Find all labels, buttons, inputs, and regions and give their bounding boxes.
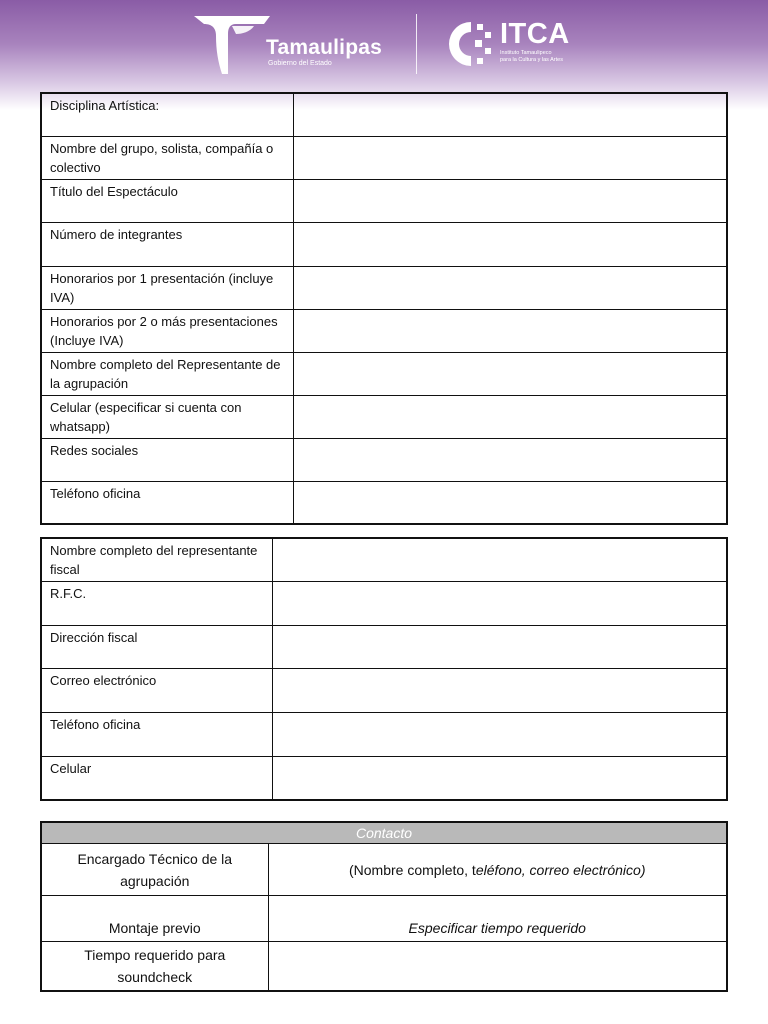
field-input[interactable] <box>293 438 727 481</box>
table-row <box>41 438 727 481</box>
table-row <box>41 713 727 757</box>
field-label: Teléfono oficina <box>41 481 293 524</box>
logo-divider <box>416 14 417 74</box>
table-row <box>41 93 727 136</box>
gov-name: Tamaulipas <box>266 36 382 59</box>
field-input[interactable] <box>293 93 727 136</box>
table-row <box>41 626 727 669</box>
contact-header-row <box>41 822 727 844</box>
field-label: Tiempo requerido para soundcheck <box>41 942 268 992</box>
table-row <box>41 757 727 800</box>
field-input[interactable] <box>272 669 727 713</box>
table-row <box>41 309 727 352</box>
field-input[interactable] <box>293 352 727 395</box>
field-input[interactable] <box>268 844 727 896</box>
value-hint: (Nombre completo, t <box>349 861 476 878</box>
gov-subtitle: Gobierno del Estado <box>268 60 332 67</box>
itca-subtitle <box>500 50 590 64</box>
itca-subtitle-line2: para la Cultura y las Artes <box>500 57 563 63</box>
field-input[interactable] <box>293 481 727 524</box>
field-label: Título del Espectáculo <box>41 179 293 222</box>
field-input[interactable] <box>268 942 727 992</box>
contact-header: Contacto <box>41 822 727 844</box>
table-row <box>41 136 727 179</box>
table-row <box>41 844 727 896</box>
contact-table <box>40 821 728 992</box>
field-label: R.F.C. <box>41 582 272 626</box>
field-label: Nombre completo del Representante de la agrupación <box>41 352 293 395</box>
field-label: Redes sociales <box>41 438 293 481</box>
table-row <box>41 582 727 626</box>
field-label: Teléfono oficina <box>41 713 272 757</box>
field-label: Nombre completo del representante fiscal <box>41 538 272 582</box>
field-label: Nombre del grupo, solista, compañía o colectivo <box>41 136 293 179</box>
field-input[interactable] <box>272 757 727 800</box>
itca-logo-icon <box>445 18 497 70</box>
field-label: Celular (especificar si cuenta con whatsapp) <box>41 395 293 438</box>
field-input[interactable] <box>293 179 727 222</box>
field-label: Montaje previo <box>41 896 268 942</box>
table-row <box>41 222 727 266</box>
field-input[interactable] <box>293 222 727 266</box>
field-input[interactable] <box>272 713 727 757</box>
field-label: Honorarios por 2 o más presentaciones (Incluye IVA) <box>41 309 293 352</box>
field-label: Dirección fiscal <box>41 626 272 669</box>
group-info-table <box>40 92 728 525</box>
value-hint-italic: eléfono, correo electrónico) <box>475 861 646 878</box>
field-label: Número de integrantes <box>41 222 293 266</box>
field-input[interactable] <box>293 309 727 352</box>
itca-subtitle-line1: Instituto Tamaulipeco <box>500 50 552 56</box>
field-input[interactable] <box>293 395 727 438</box>
field-input[interactable] <box>293 136 727 179</box>
table-row <box>41 538 727 582</box>
field-label: Correo electrónico <box>41 669 272 713</box>
table-row <box>41 481 727 524</box>
itca-name: ITCA <box>500 18 570 50</box>
field-input[interactable] <box>272 626 727 669</box>
tamaulipas-logo-icon <box>192 12 272 76</box>
table-row <box>41 942 727 992</box>
table-row <box>41 266 727 309</box>
table-row <box>41 395 727 438</box>
field-input[interactable] <box>272 582 727 626</box>
field-label: Honorarios por 1 presentación (incluye IVA) <box>41 266 293 309</box>
field-input[interactable] <box>268 896 727 942</box>
table-row <box>41 179 727 222</box>
field-label: Encargado Técnico de la agrupación <box>41 844 268 896</box>
table-row <box>41 352 727 395</box>
field-label: Celular <box>41 757 272 800</box>
field-input[interactable] <box>272 538 727 582</box>
value-hint-italic: Especificar tiempo requerido <box>408 920 586 936</box>
field-input[interactable] <box>293 266 727 309</box>
fiscal-info-table <box>40 537 728 801</box>
table-row <box>41 669 727 713</box>
field-label: Disciplina Artística: <box>41 93 293 136</box>
table-row <box>41 896 727 942</box>
